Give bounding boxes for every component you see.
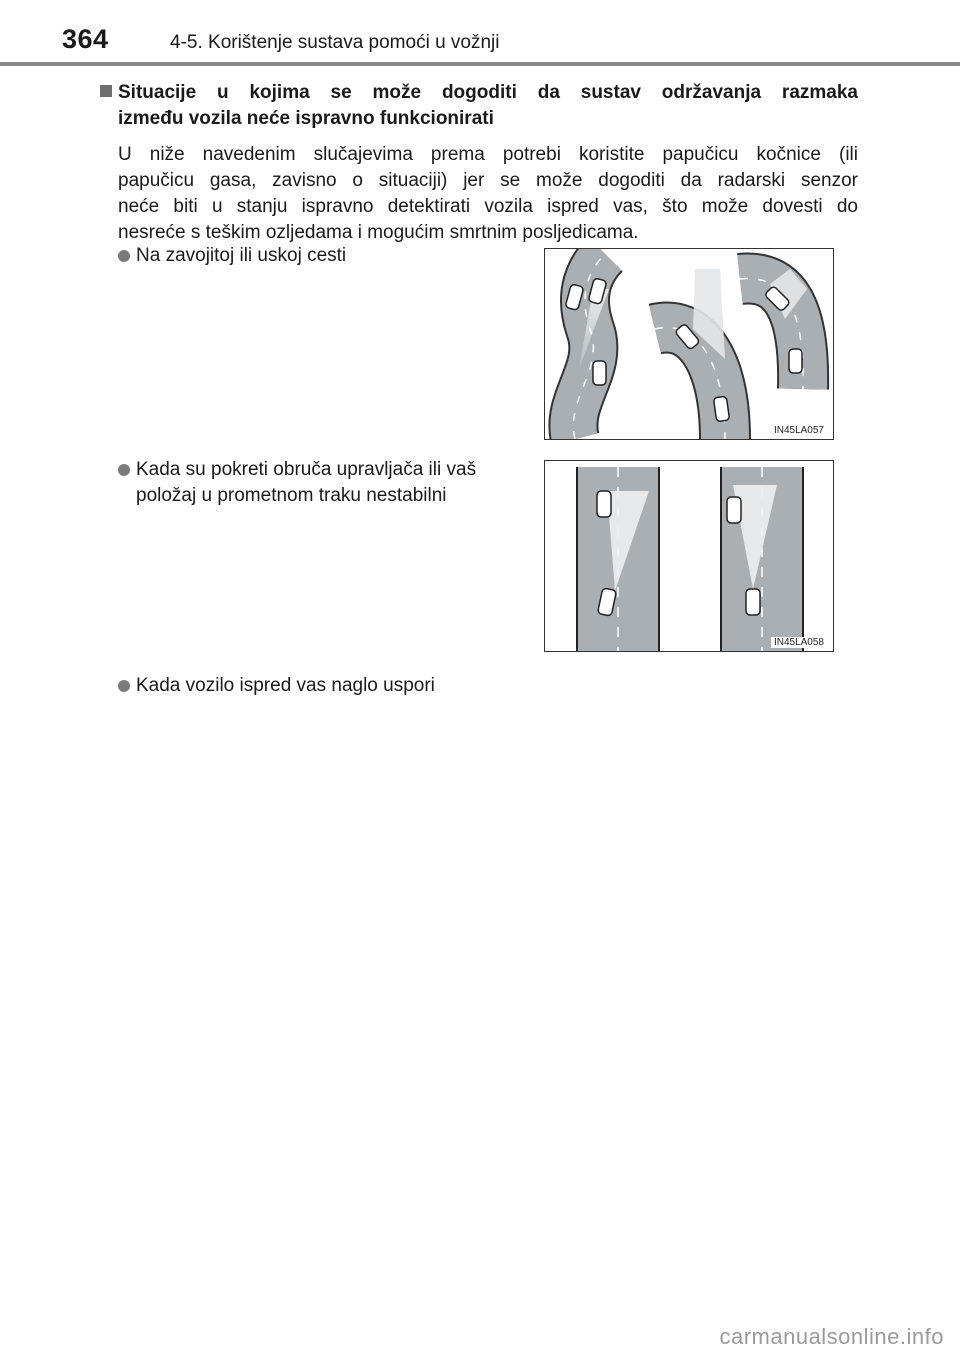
intro-line-2: papučicu gasa, zavisno o situaciji) jer se može dogoditi da radarski senzor bbox=[118, 170, 858, 191]
figure-code: IN45LA058 bbox=[771, 637, 827, 648]
circle-bullet-icon bbox=[118, 680, 130, 692]
car-icon bbox=[713, 396, 729, 422]
chapter-title: 4-5. Korištenje sustava pomoći u vožnji bbox=[170, 32, 500, 53]
car-icon bbox=[746, 589, 760, 615]
figure-code: IN45LA057 bbox=[771, 425, 827, 436]
circle-bullet-icon bbox=[118, 250, 130, 262]
bullet-unstable-steering bbox=[118, 457, 476, 509]
car-icon bbox=[593, 361, 606, 385]
heading-line-1: Situacije u kojima se može dogoditi da sustav održavanja razmaka bbox=[118, 82, 858, 103]
bullet-text: Kada vozilo ispred vas naglo uspori bbox=[136, 675, 435, 696]
figure-unstable-lane bbox=[544, 460, 834, 652]
car-icon bbox=[597, 491, 611, 517]
watermark: carmanualsonline.info bbox=[719, 1324, 944, 1349]
section-heading bbox=[106, 80, 858, 132]
section bbox=[106, 80, 858, 246]
car-icon bbox=[727, 497, 741, 523]
unstable-lane-illustration bbox=[545, 461, 833, 651]
bullet-text-line-2: položaj u prometnom traku nestabilni bbox=[136, 485, 447, 506]
intro-line-3: neće biti u stanju ispravno detektirati vozila ispred vas, što može dovesti do bbox=[118, 196, 858, 217]
heading-line-2: između vozila neće ispravno funkcionirati bbox=[118, 108, 494, 129]
figure-winding-roads bbox=[544, 248, 834, 440]
header-rule bbox=[0, 62, 960, 66]
page-number: 364 bbox=[62, 24, 109, 54]
square-bullet-icon bbox=[100, 85, 112, 97]
bullet-winding-road bbox=[118, 243, 346, 269]
bullet-sudden-deceleration bbox=[118, 673, 435, 699]
intro-paragraph bbox=[118, 142, 858, 246]
intro-line-1: U niže navedenim slučajevima prema potrebi koristite papučicu kočnice (ili bbox=[118, 144, 858, 165]
intro-line-4: nesreće s teškim ozljedama i mogućim smrtnim posljedicama. bbox=[118, 222, 639, 243]
car-icon bbox=[789, 349, 802, 373]
bullet-text: Na zavojitoj ili uskoj cesti bbox=[136, 245, 347, 266]
winding-roads-illustration bbox=[545, 249, 833, 439]
circle-bullet-icon bbox=[118, 464, 130, 476]
bullet-text-line-1: Kada su pokreti obruča upravljača ili vaš bbox=[136, 459, 477, 480]
